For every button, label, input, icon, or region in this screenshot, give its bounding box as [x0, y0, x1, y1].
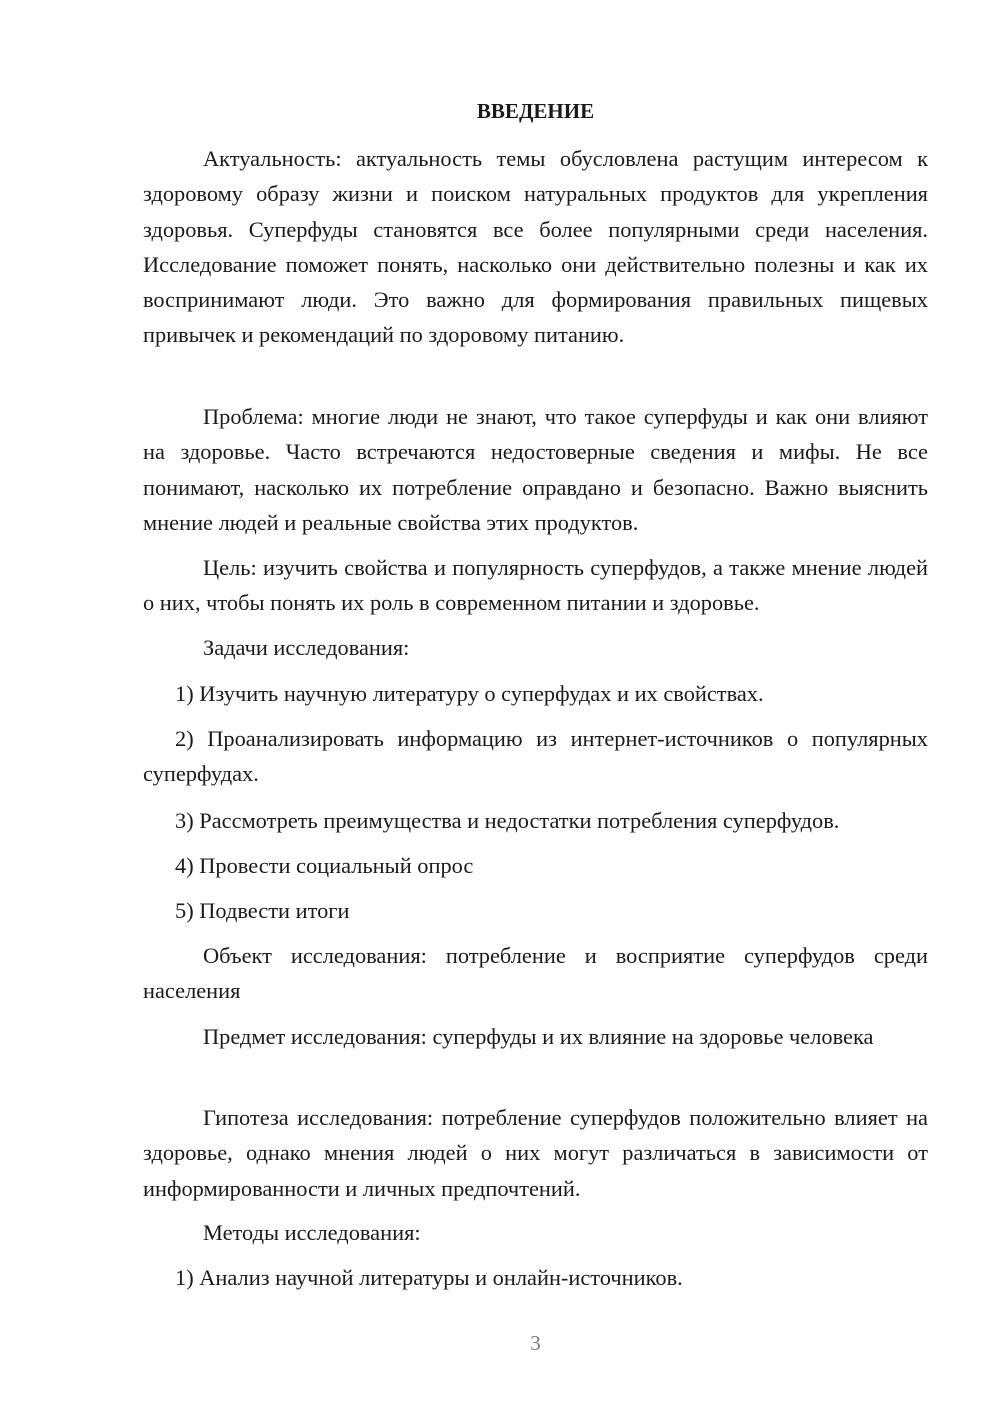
paragraph-hypothesis: Гипотеза исследования: потребление суперфудов положительно влияет на здоровье, однако мнения людей о них могут различаться в зависимости от информированности и личных предпочтений.: [143, 1105, 928, 1201]
section-title: ВВЕДЕНИЕ: [476, 99, 595, 123]
page-number: 3: [530, 1331, 541, 1355]
task-item-4: 4) Провести социальный опрос: [175, 853, 474, 878]
task-item-1: 1) Изучить научную литературу о суперфудах и их свойствах.: [175, 681, 764, 706]
paragraph-problem: Проблема: многие люди не знают, что такое суперфуды и как они влияют на здоровье. Часто встречаются недостоверные сведения и мифы. Не все понимают, насколько их потребление оправдано и безопасно. Важно выяснить мнение людей и реальные свойства этих продуктов.: [143, 404, 928, 535]
tasks-heading: Задачи исследования:: [203, 635, 410, 660]
paragraph-subject: Предмет исследования: суперфуды и их влияние на здоровье человека: [203, 1024, 874, 1049]
paragraph-goal: Цель: изучить свойства и популярность суперфудов, а также мнение людей о них, чтобы понять их роль в современном питании и здоровье.: [143, 555, 928, 616]
paragraph-relevance: Актуальность: актуальность темы обусловлена растущим интересом к здоровому образу жизни и поиском натуральных продуктов для укрепления здоровья. Суперфуды становятся все более популярными среди населения. Исследование поможет понять, насколько они действительно полезны и как их воспринимают люди. Это важно для формирования правильных пищевых привычек и рекомендаций по здоровому питанию.: [143, 146, 928, 348]
task-item-3: 3) Рассмотреть преимущества и недостатки потребления суперфудов.: [175, 808, 840, 833]
task-item-2: 2) Проанализировать информацию из интернет-источников о популярных суперфудах.: [143, 726, 928, 787]
method-item-1: 1) Анализ научной литературы и онлайн-источников.: [175, 1265, 683, 1290]
methods-heading: Методы исследования:: [203, 1220, 421, 1245]
paragraph-object: Объект исследования: потребление и восприятие суперфудов среди населения: [143, 943, 928, 1004]
document-page: [143, 0, 928, 1414]
task-item-5: 5) Подвести итоги: [175, 898, 350, 923]
